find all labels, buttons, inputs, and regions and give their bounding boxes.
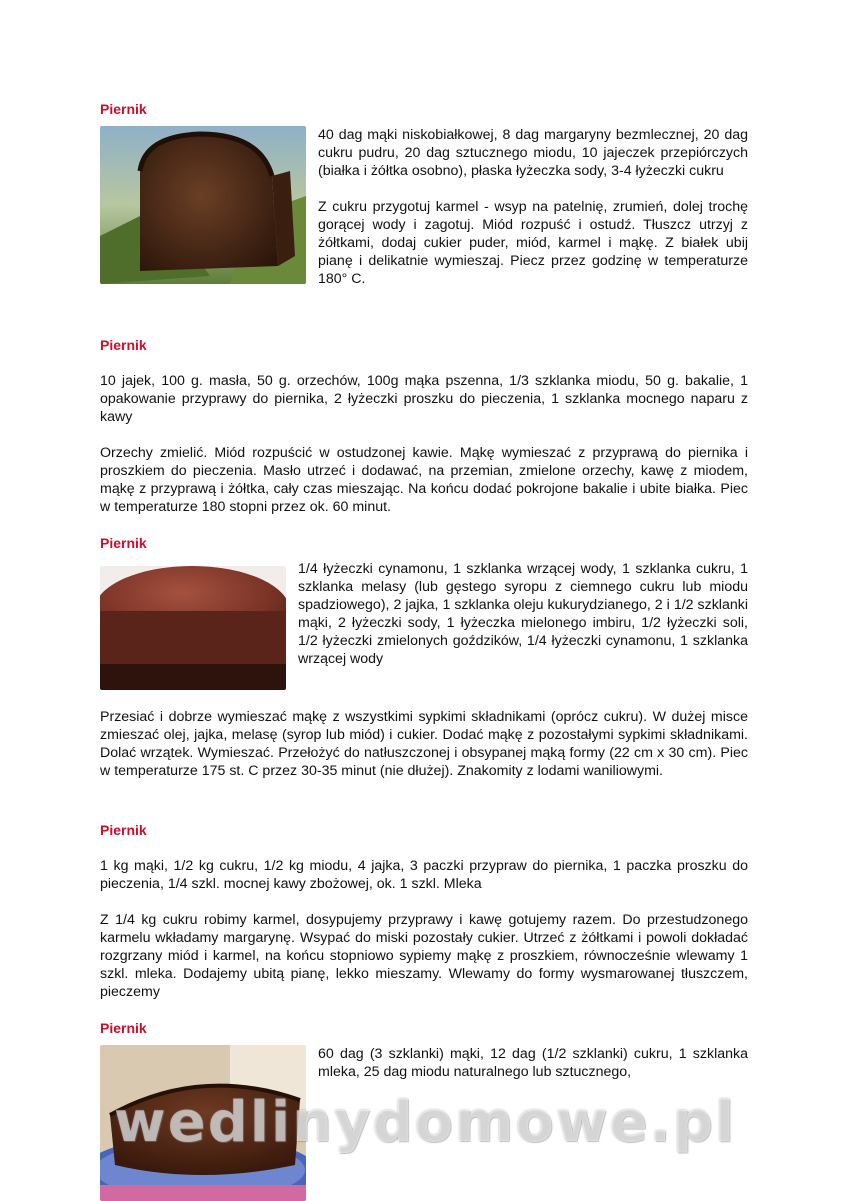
gingerbread-loaf-photo <box>100 126 306 284</box>
recipe-title: Piernik <box>100 1020 147 1036</box>
site-watermark: wedlinydomowe.pl <box>113 1090 737 1155</box>
recipe-method: Orzechy zmielić. Miód rozpuścić w ostudzonej kawie. Mąkę wymieszać z przyprawą do piernika i proszkiem do pieczenia. Masło utrzeć i dodawać, na przemian, zmielone orzechy, kawę z miodem, mąkę z przyprawą i żółtka, cały czas mieszając. Na końcu dodać pokrojone bakalie i ubite białka. Piec w temperaturze 180 stopni przez ok. 60 minut. <box>100 445 748 515</box>
recipe-2 <box>100 336 748 516</box>
recipe-method: Z cukru przygotuj karmel - wsyp na patelnię, zrumień, dolej trochę gorącej wody i zagotuj. Miód rozpuść i ostudź. Tłuszcz utrzyj z żółtkami, dodaj cukier puder, miód, karmel i mąkę. Z białek ubij pianę i delikatnie wymieszaj. Piecz przez godzinę w temperaturze 180° C. <box>318 199 748 287</box>
recipe-title: Piernik <box>100 822 147 838</box>
recipe-ingredients: 1 kg mąki, 1/2 kg cukru, 1/2 kg miodu, 4 jajka, 3 paczki przypraw do piernika, 1 paczka proszku do pieczenia, 1/4 szkl. mocnej kawy zbożowej, ok. 1 szkl. Mleka <box>100 858 748 892</box>
recipe-method: Z 1/4 kg cukru robimy karmel, dosypujemy przyprawy i kawę gotujemy razem. Do przestudzonego karmelu wkładamy margarynę. Wsypać do miski pozostały cukier. Utrzeć z żółtkami i powoli dokładać rozgrzany miód i karmel, na końcu stopniowo sypiemy mąkę z proszkiem, równocześnie wlewamy 1 szkl. mleka. Dodajemy ubitą pianę, lekko mieszamy. Wlewamy do formy wysmarowanej tłuszczem, pieczemy <box>100 912 748 1000</box>
recipe-3 <box>100 534 748 780</box>
recipe-1 <box>100 100 748 288</box>
recipe-title: Piernik <box>100 101 147 117</box>
recipe-ingredients: 1/4 łyżeczki cynamonu, 1 szklanka wrzącej wody, 1 szklanka cukru, 1 szklanka melasy (lub gęstego syropu z ciemnego cukru lub miodu spadziowego), 2 jajka, 1 szklanka oleju kukurydzianego, 2 i 1/2 szklanki mąki, 2 łyżeczki sody, 1 łyżeczka mielonego imbiru, 1/2 łyżeczki soli, 1/2 łyżeczki zmielonych goździków, 1/4 łyżeczki cynamonu, 1 szklanka wrzącej wody <box>298 561 748 667</box>
recipe-ingredients: 40 dag mąki niskobiałkowej, 8 dag margaryny bezmlecznej, 20 dag cukru pudru, 20 dag sztucznego miodu, 10 jajeczek przepiórczych (białka i żółtka osobno), płaska łyżeczka sody, 3-4 łyżeczki cukru <box>318 127 748 179</box>
recipe-5 <box>100 1019 748 1201</box>
recipe-method: Przesiać i dobrze wymieszać mąkę z wszystkimi sypkimi składnikami (oprócz cukru). W dużej misce zmieszać olej, jajka, melasę (syrop lub miód) i cukier. Dodać mąkę z pozostałymi sypkimi składnikami. Dolać wrzątek. Wymieszać. Przełożyć do natłuszczonej i obsypanej mąką formy (22 cm x 30 cm). Piec w temperaturze 175 st. C przez 30-35 minut (nie dłużej). Znakomity z lodami waniliowymi. <box>100 709 748 779</box>
recipe-ingredients: 10 jajek, 100 g. masła, 50 g. orzechów, 100g mąka pszenna, 1/3 szklanka miodu, 50 g. bakalie, 1 opakowanie przyprawy do piernika, 2 łyżeczki proszku do pieczenia, 1 szklanka mocnego naparu z kawy <box>100 373 748 425</box>
recipe-4 <box>100 821 748 1001</box>
recipe-ingredients: 60 dag (3 szklanki) mąki, 12 dag (1/2 szklanki) cukru, 1 szklanka mleka, 25 dag miodu naturalnego lub sztucznego, <box>318 1046 748 1080</box>
gingerbread-on-plate-photo <box>100 1045 306 1201</box>
round-gingerbread-photo <box>100 566 286 690</box>
recipe-title: Piernik <box>100 337 147 353</box>
recipe-title: Piernik <box>100 535 147 551</box>
